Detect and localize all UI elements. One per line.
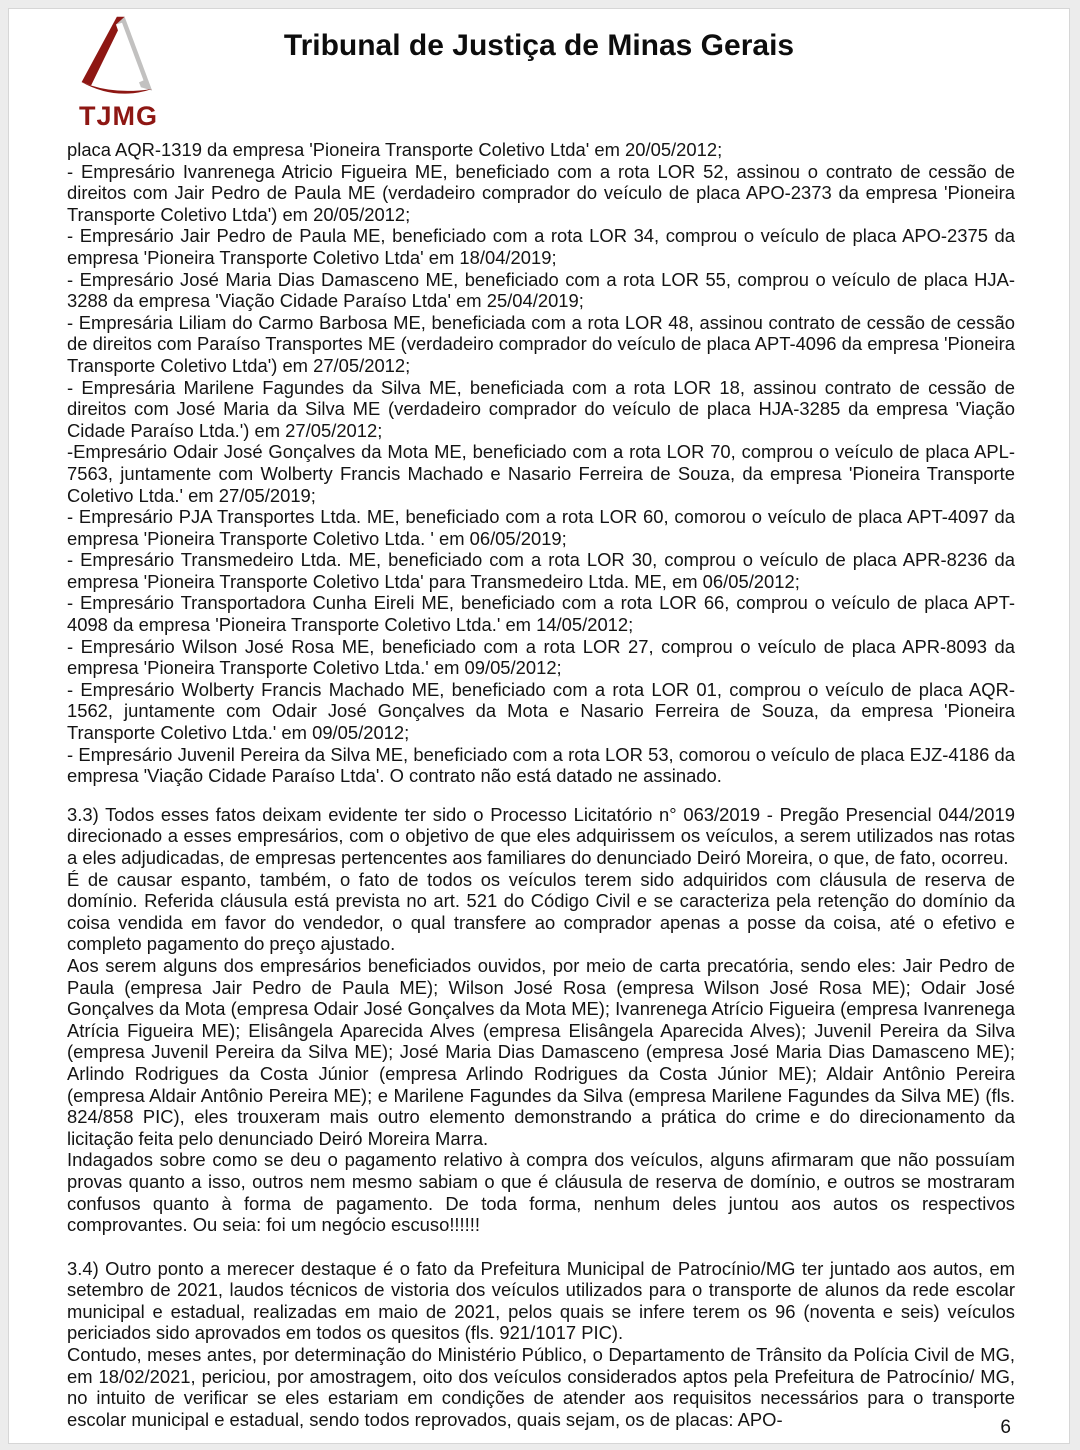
tjmg-logo-text: TJMG (79, 101, 159, 131)
page-number: 6 (1000, 1417, 1011, 1438)
list-item: - Empresário Transportadora Cunha Eireli ME, beneficiado com a rota LOR 66, comprou o veículo de placa APT-4098 da empresa 'Pioneira Transporte Coletivo Ltda.' em 14/05/2012; (67, 592, 1015, 636)
list-item: - Empresário Ivanrenega Atricio Figueira ME, beneficiado com a rota LOR 52, assinou o contrato de cessão de direitos com Jair Pedro de Paula ME (verdadeiro comprador do veículo de placa APO-2373 da empresa 'Pioneira Transporte Coletivo Ltda') em 20/05/2012; (67, 160, 1015, 225)
list-item: - Empresário Jair Pedro de Paula ME, beneficiado com a rota LOR 34, comprou o veículo de placa APO-2375 da empresa 'Pioneira Transporte Coletivo Ltda' em 18/04/2019; (67, 225, 1015, 268)
section-3-3-paragraph: Indagados sobre como se deu o pagamento relativo à compra dos veículos, alguns afirmaram que não possuíam provas quanto a isso, outros nem mesmo sabiam o que é cláusula de reserva de domínio, e outros se mostraram confusos quanto à forma de pagamento. De toda forma, nenhum deles juntou aos autos os respectivos comprovantes. Ou seia: foi um negócio escuso!!!!!! (67, 1149, 1015, 1236)
document-body (67, 139, 1015, 1430)
section-3-3-paragraph: Aos serem alguns dos empresários beneficiados ouvidos, por meio de carta precatória, sendo eles: Jair Pedro de Paula (empresa Jair Pedro de Paula ME); Wilson José Rosa (empresa Wilson José Rosa ME); Odair José Gonçalves da Mota (empresa Odair José Gonçalves da Mota ME); Ivanrenega Atrício Figueira (empresa Ivanrenega Atrícia Figueira ME); Elisângela Aparecida Alves (empresa Elisângela Aparecida Alves); Juvenil Pereira da Silva (empresa Juvenil Pereira da Silva ME); José Maria Dias Damasceno (empresa José Maria Dias Damasceno ME); Arlindo Rodrigues da Costa Júnior (empresa Arlindo Rodrigues da Costa Júnior ME); Aldair Antônio Pereira (empresa Aldair Antônio Pereira ME); e Marilene Fagundes da Silva (empresa Marilene Fagundes da Silva ME) (fls. 824/858 PIC), eles trouxeram mais outro elemento demonstrando a prática do crime e do direcionamento da licitação feita pelo denunciado Deiró Moreira Marra. (67, 954, 1015, 1149)
list-item: placa AQR-1319 da empresa 'Pioneira Transporte Coletivo Ltda' em 20/05/2012; (67, 139, 723, 160)
list-item: - Empresário PJA Transportes Ltda. ME, beneficiado com a rota LOR 60, comorou o veículo de placa APT-4097 da empresa 'Pioneira Transporte Coletivo Ltda. ' em 06/05/2019; (67, 506, 1015, 549)
section-divider (67, 787, 1015, 804)
document-page (8, 8, 1070, 1444)
section-3-3-paragraph: É de causar espanto, também, o fato de todos os veículos terem sido adquiridos com cláusula de reserva de domínio. Referida cláusula está prevista no art. 521 do Código Civil e se caracteriza pela retenção do domínio da coisa vendida em favor do vendedor, o qual transfere ao comprador apenas a posse da coisa, até o efetivo e completo pagamento do preço ajustado. (67, 868, 1015, 955)
list-item: - Empresário José Maria Dias Damasceno ME, beneficiado com a rota LOR 55, comprou o veículo de placa HJA-3288 da empresa 'Viação Cidade Paraíso Ltda' em 25/04/2019; (67, 268, 1015, 312)
list-item: - Empresário Wilson José Rosa ME, beneficiado com a rota LOR 27, comprou o veículo de placa APR-8093 da empresa 'Pioneira Transporte Coletivo Ltda.' em 09/05/2012; (67, 635, 1015, 679)
section-3-4-paragraph: 3.4) Outro ponto a merecer destaque é o fato da Prefeitura Municipal de Patrocínio/MG ter juntado aos autos, em setembro de 2021, laudos técnicos de vistoria dos veículos utilizados para o transporte de alunos da rede escolar municipal e estadual, realizadas em maio de 2021, pelos quais se infere terem os 96 (noventa e seis) veículos periciados sido aprovados em todos os quesitos (fls. 921/1017 PIC). (67, 1257, 1015, 1344)
list-item: - Empresário Juvenil Pereira da Silva ME, beneficiado com a rota LOR 53, comorou o veículo de placa EJZ-4186 da empresa 'Viação Cidade Paraíso Ltda'. O contrato não está datado ne assinado. (67, 743, 1015, 787)
list-item: - Empresário Transmedeiro Ltda. ME, beneficiado com a rota LOR 30, comprou o veículo de placa APR-8236 da empresa 'Pioneira Transporte Coletivo Ltda' para Transmedeiro Ltda. ME, em 06/05/2012; (67, 549, 1015, 592)
section-divider (67, 1236, 1015, 1258)
list-item: - Empresária Marilene Fagundes da Silva ME, beneficiada com a rota LOR 18, assinou contrato de cessão de direitos com José Maria da Silva ME (verdadeiro comprador do veículo de placa HJA-3285 da empresa 'Viação Cidade Paraíso Ltda.') em 27/05/2012; (67, 376, 1015, 441)
section-3-4-paragraph: Contudo, meses antes, por determinação do Ministério Público, o Departamento de Trânsito da Polícia Civil de MG, em 18/02/2021, periciou, por amostragem, oito dos veículos considerados aptos pela Prefeitura de Patrocínio/ MG, no intuito de verificar se eles estariam em condições de atender aos requisitos necessários para o transporte escolar municipal e estadual, sendo todos reprovados, quais sejam, os de placas: APO- (67, 1344, 1015, 1430)
page-title: Tribunal de Justiça de Minas Gerais (283, 29, 795, 62)
list-item: -Empresário Odair José Gonçalves da Mota ME, beneficiado com a rota LOR 70, comprou o veículo de placa APL-7563, juntamente com Wolberty Francis Machado e Nasario Ferreira de Souza, da empresa 'Pioneira Transporte Coletivo Ltda.' em 27/05/2019; (67, 441, 1015, 506)
section-3-3-paragraph: 3.3) Todos esses fatos deixam evidente ter sido o Processo Licitatório n° 063/2019 - Pregão Presencial 044/2019 direcionado a esses empresários, com o objetivo de que eles adquirissem os veículos, a serem utilizados nas rotas a eles adjudicadas, de empresas pertencentes aos familiares do denunciado Deiró Moreira, o que, de fato, ocorreu. (67, 803, 1015, 868)
list-item: - Empresário Wolberty Francis Machado ME, beneficiado com a rota LOR 01, comprou o veículo de placa AQR-1562, juntamente com Odair José Gonçalves da Mota e Nasario Ferreira de Souza, da empresa 'Pioneira Transporte Coletivo Ltda.' em 09/05/2012; (67, 678, 1015, 744)
list-item: - Empresária Liliam do Carmo Barbosa ME, beneficiada com a rota LOR 48, assinou contrato de cessão de cessão de direitos com Paraíso Transportes ME (verdadeiro comprador do veículo de placa APT-4096 da empresa 'Pioneira Transporte Coletivo Ltda') em 27/05/2012; (67, 311, 1015, 376)
